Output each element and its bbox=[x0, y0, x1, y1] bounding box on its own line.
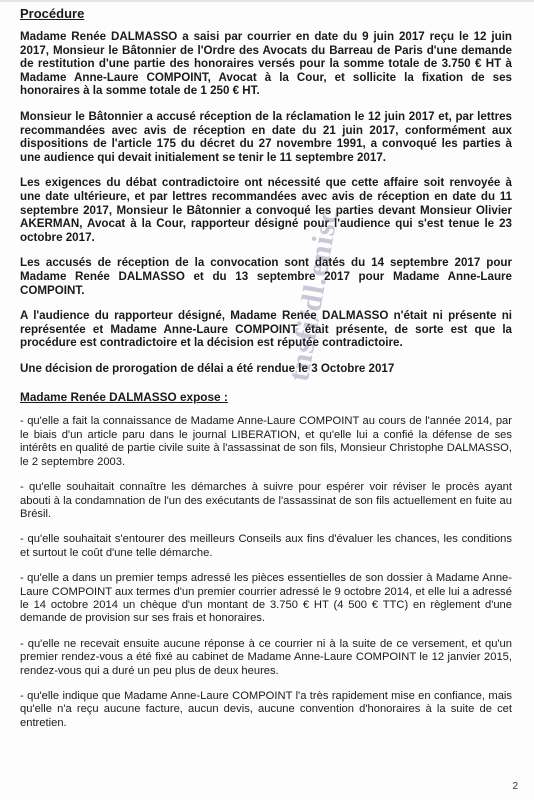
expose-item: - qu'elle a dans un premier temps adressé les pièces essentielles de son dossier à Madame Anne-Laure COMPOINT aux termes d'un premier courrier adressé le 9 octobre 2014, et elle lui a adressé le 14 octobre 2014 un chèque d'un montant de 3.750 € HT (4 500 € TTC) en règlement d'une demande de provision sur ses frais et honoraires. bbox=[20, 572, 512, 625]
expose-heading: Madame Renée DALMASSO expose : bbox=[20, 390, 228, 405]
paragraph-prorogation: Une décision de prorogation de délai a été rendue le 3 Octobre 2017 bbox=[20, 361, 395, 375]
paragraph-convocation: Les accusés de réception de la convocation sont datés du 14 septembre 2017 pour Madame Renée DALMASSO et du 13 septembre 2017 pour Madame Anne-Laure COMPOINT. bbox=[20, 256, 512, 297]
expose-list bbox=[20, 415, 512, 730]
expose-item: - qu'elle souhaitait s'entourer des meilleurs Conseils aux fins d'évaluer les chances, les conditions et surtout le coût d'une telle démarche. bbox=[20, 533, 512, 559]
watermark-stamp: tnsfi/dl.enisc bbox=[282, 205, 345, 384]
expose-item: - qu'elle indique que Madame Anne-Laure COMPOINT l'a très rapidement mise en confiance, mais qu'elle n'a reçu aucune facture, aucun devis, aucune convention d'honoraires à la suite de cet entretien. bbox=[20, 689, 512, 729]
expose-item: - qu'elle ne recevait ensuite aucune réponse à ce courrier ni à la suite de ce versement, et qu'un premier rendez-vous a été fixé au cabinet de Madame Anne-Laure COMPOINT le 12 janvier 2015, rendez-vous qui a duré un peu plus de deux heures. bbox=[20, 637, 512, 677]
scan-edge bbox=[0, 0, 534, 2]
page-number: 2 bbox=[512, 781, 518, 792]
paragraph-renvoi: Les exigences du débat contradictoire ont nécessité que cette affaire soit renvoyée à une date ultérieure, et par lettres recommandées avec avis de réception en date du 11 septembre 2017, Monsieur le Bâtonnier a convoqué les parties devant Monsieur Olivier AKERMAN, Avocat à la Cour, rapporteur désigné pour l'audience qui s'est tenue le 23 octobre 2017. bbox=[20, 176, 512, 244]
expose-item: - qu'elle a fait la connaissance de Madame Anne-Laure COMPOINT au cours de l'année 2014, par le biais d'un article paru dans le journal LIBERATION, et qu'elle lui a confié la défense de ses intérêts en qualité de partie civile suite à l'assassinat de son fils, Monsieur Christophe DALMASSO, le 2 septembre 2003. bbox=[20, 415, 512, 468]
paragraph-saisine: Madame Renée DALMASSO a saisi par courrier en date du 9 juin 2017 reçu le 12 juin 2017, Monsieur le Bâtonnier de l'Ordre des Avocats du Barreau de Paris d'une demande de restitution d'une partie des honoraires versés pour la somme totale de 3.750 € HT à Madame Anne-Laure COMPOINT, Avocat à la Cour, et sollicite la fixation de ses honoraires à la somme totale de 1 250 € HT. bbox=[20, 30, 512, 98]
paragraph-audience: A l'audience du rapporteur désigné, Madame Renée DALMASSO n'était ni présente ni représentée et Madame Anne-Laure COMPOINT était présente, de sorte est que la procédure est contradictoire et la décision est réputée contradictoire. bbox=[20, 309, 512, 350]
expose-item: - qu'elle souhaitait connaître les démarches à suivre pour espérer voir réviser le procès ayant abouti à la condamnation de l'un des exécutants de l'assassinat de son fils actuellement en fuite au Brésil. bbox=[20, 481, 512, 520]
section-heading: Procédure bbox=[20, 6, 85, 21]
paragraph-accuse-reception: Monsieur le Bâtonnier a accusé réception de la réclamation le 12 juin 2017 et, par lettres recommandées avec avis de réception en date du 21 juin 2017, conformément aux dispositions de l'article 175 du décret du 27 novembre 1991, a convoqué les parties à une audience qui devait initialement se tenir le 11 septembre 2017. bbox=[20, 109, 512, 164]
